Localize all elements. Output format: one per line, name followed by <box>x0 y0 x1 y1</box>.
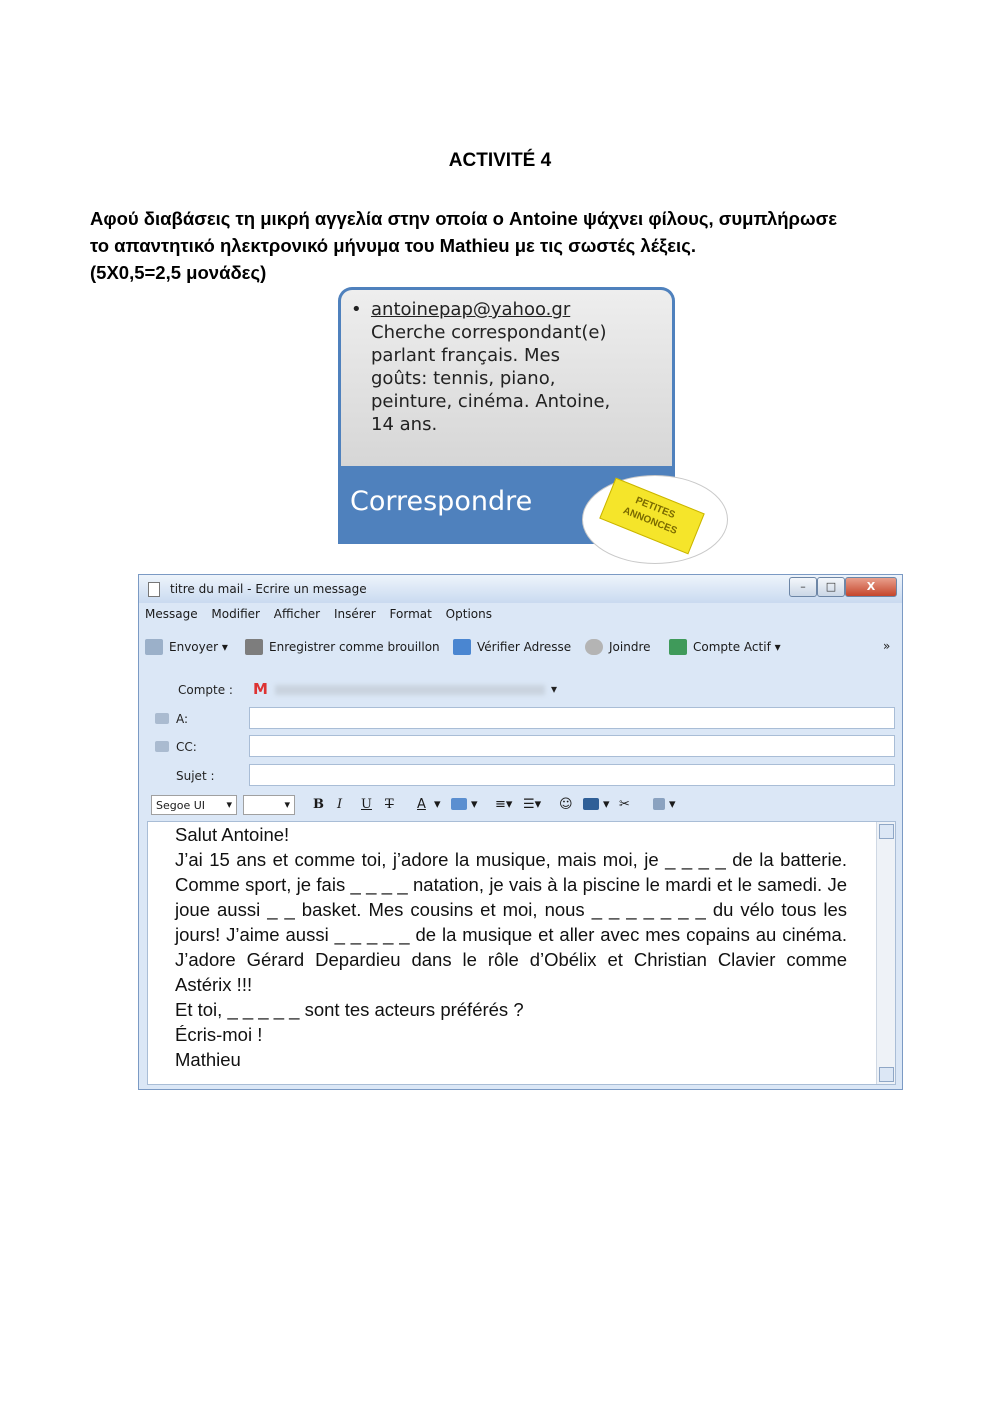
vertical-scrollbar[interactable] <box>876 822 895 1084</box>
window-title: titre du mail - Ecrire un message <box>170 582 367 596</box>
toolbar <box>145 639 895 663</box>
account-value-blurred[interactable] <box>275 685 545 695</box>
save-draft-label: Enregistrer comme brouillon <box>269 640 440 654</box>
attach-button[interactable] <box>585 639 651 655</box>
ad-line: goûts: tennis, piano, <box>371 368 556 389</box>
toolbar-overflow-button[interactable]: » <box>883 639 891 653</box>
underline-button[interactable]: U <box>361 797 372 812</box>
subject-label: Sujet : <box>176 769 215 783</box>
bold-button[interactable]: B <box>313 797 324 812</box>
close-button[interactable]: X <box>845 577 897 597</box>
cc-label: CC: <box>176 740 197 754</box>
to-input[interactable] <box>249 707 895 729</box>
smiley-icon[interactable]: ☺ <box>559 797 573 812</box>
instruction-line: το απαντητικό ηλεκτρονικό μήνυμα του Mathieu με τις σωστές λέξεις. <box>90 235 696 256</box>
menu-modifier[interactable]: Modifier <box>211 607 260 621</box>
image-icon[interactable] <box>583 798 599 810</box>
account-icon <box>669 639 687 655</box>
send-icon <box>145 639 163 655</box>
ad-line: parlant français. Mes <box>371 345 560 366</box>
subject-input[interactable] <box>249 764 895 786</box>
attach-label: Joindre <box>609 640 651 654</box>
document-icon <box>148 582 160 597</box>
instruction-line: Αφού διαβάσεις τη μικρή αγγελία στην οποία ο Antoine ψάχνει φίλους, συμπλήρωσε <box>90 208 838 229</box>
align-icon[interactable]: ≡▾ <box>495 797 513 812</box>
ad-line: Cherche correspondant(e) <box>371 322 607 343</box>
insert-icon[interactable] <box>653 798 665 810</box>
minimize-button[interactable]: – <box>789 577 817 597</box>
check-address-label: Vérifier Adresse <box>477 640 572 654</box>
chevron-down-icon[interactable]: ▾ <box>669 797 676 812</box>
menu-bar <box>145 607 502 629</box>
body-line: Astérix !!! <box>175 974 253 995</box>
ad-email: antoinepap@yahoo.gr <box>371 299 571 320</box>
check-address-button[interactable] <box>453 639 571 655</box>
size-select[interactable] <box>243 795 295 815</box>
petites-annonces-tag: PETITES ANNONCES <box>599 478 704 555</box>
header-fields <box>143 673 898 793</box>
message-body[interactable] <box>147 821 896 1085</box>
text-color-button[interactable]: A <box>417 797 426 812</box>
chevron-down-icon: ▾ <box>284 798 290 811</box>
cc-input[interactable] <box>249 735 895 757</box>
menu-afficher[interactable]: Afficher <box>273 607 321 621</box>
account-label: Compte : <box>178 683 233 697</box>
menu-message[interactable]: Message <box>145 607 198 621</box>
chevron-down-icon: ▾ <box>226 798 232 811</box>
active-account-button[interactable] <box>669 639 781 655</box>
menu-format[interactable]: Format <box>389 607 432 621</box>
scissors-icon[interactable]: ✂ <box>619 797 630 812</box>
gmail-icon: M <box>253 680 268 698</box>
active-account-label: Compte Actif ▾ <box>693 640 781 654</box>
body-line: jours! J’aime aussi _ _ _ _ _ de la musique et aller avec mes copains au cinéma. <box>175 924 847 945</box>
body-line: Et toi, _ _ _ _ _ sont tes acteurs préférés ? <box>175 999 524 1020</box>
paperclip-icon <box>585 639 603 655</box>
address-book-icon[interactable] <box>155 713 169 724</box>
body-line: J’ai 15 ans et comme toi, j’adore la musique, mais moi, je _ _ _ _ de la batterie. <box>175 849 847 870</box>
strike-button[interactable]: T <box>385 797 394 812</box>
ad-line: 14 ans. <box>371 414 438 435</box>
instructions <box>90 205 920 286</box>
font-value: Segoe UI <box>156 799 206 812</box>
maximize-button[interactable]: □ <box>817 577 845 597</box>
bullet-icon: • <box>351 299 362 320</box>
send-button[interactable] <box>145 639 228 655</box>
ad-banner: Correspondre <box>338 466 675 544</box>
to-label: A: <box>176 712 189 726</box>
ad-line: peinture, cinéma. Antoine, <box>371 391 611 412</box>
floppy-icon <box>245 639 263 655</box>
check-address-icon <box>453 639 471 655</box>
send-label: Envoyer ▾ <box>169 640 228 654</box>
body-line: Écris-moi ! <box>175 1024 263 1045</box>
list-icon[interactable]: ☰▾ <box>523 797 542 812</box>
menu-options[interactable]: Options <box>445 607 492 621</box>
body-line: J’adore Gérard Depardieu dans le rôle d’Obélix et Christian Clavier comme <box>175 949 847 970</box>
address-book-icon[interactable] <box>155 741 169 752</box>
account-dropdown-icon[interactable]: ▾ <box>551 682 558 696</box>
scroll-down-icon[interactable] <box>879 1067 894 1082</box>
menu-inserer[interactable]: Insérer <box>333 607 376 621</box>
activity-title: ACTIVITÉ 4 <box>448 150 552 171</box>
format-toolbar <box>147 793 897 819</box>
body-line: Comme sport, je fais _ _ _ _ natation, je vais à la piscine le mardi et le samedi. Je <box>175 874 847 895</box>
greeting: Salut Antoine! <box>175 824 290 845</box>
signature: Mathieu <box>175 1049 241 1070</box>
message-text[interactable] <box>175 822 847 1072</box>
scroll-up-icon[interactable] <box>879 824 894 839</box>
body-line: joue aussi _ _ basket. Mes cousins et moi, nous _ _ _ _ _ _ _ du vélo tous les <box>175 899 847 920</box>
classified-ad <box>338 287 675 467</box>
chevron-down-icon[interactable]: ▾ <box>603 797 610 812</box>
chevron-down-icon[interactable]: ▾ <box>434 797 441 812</box>
italic-button[interactable]: I <box>337 797 343 812</box>
font-select[interactable] <box>151 795 237 815</box>
mail-window <box>138 574 903 1090</box>
save-draft-button[interactable] <box>245 639 440 655</box>
highlight-icon[interactable] <box>451 798 467 810</box>
instruction-points: (5X0,5=2,5 μονάδες) <box>90 262 267 283</box>
title-bar <box>139 575 902 603</box>
chevron-down-icon[interactable]: ▾ <box>471 797 478 812</box>
